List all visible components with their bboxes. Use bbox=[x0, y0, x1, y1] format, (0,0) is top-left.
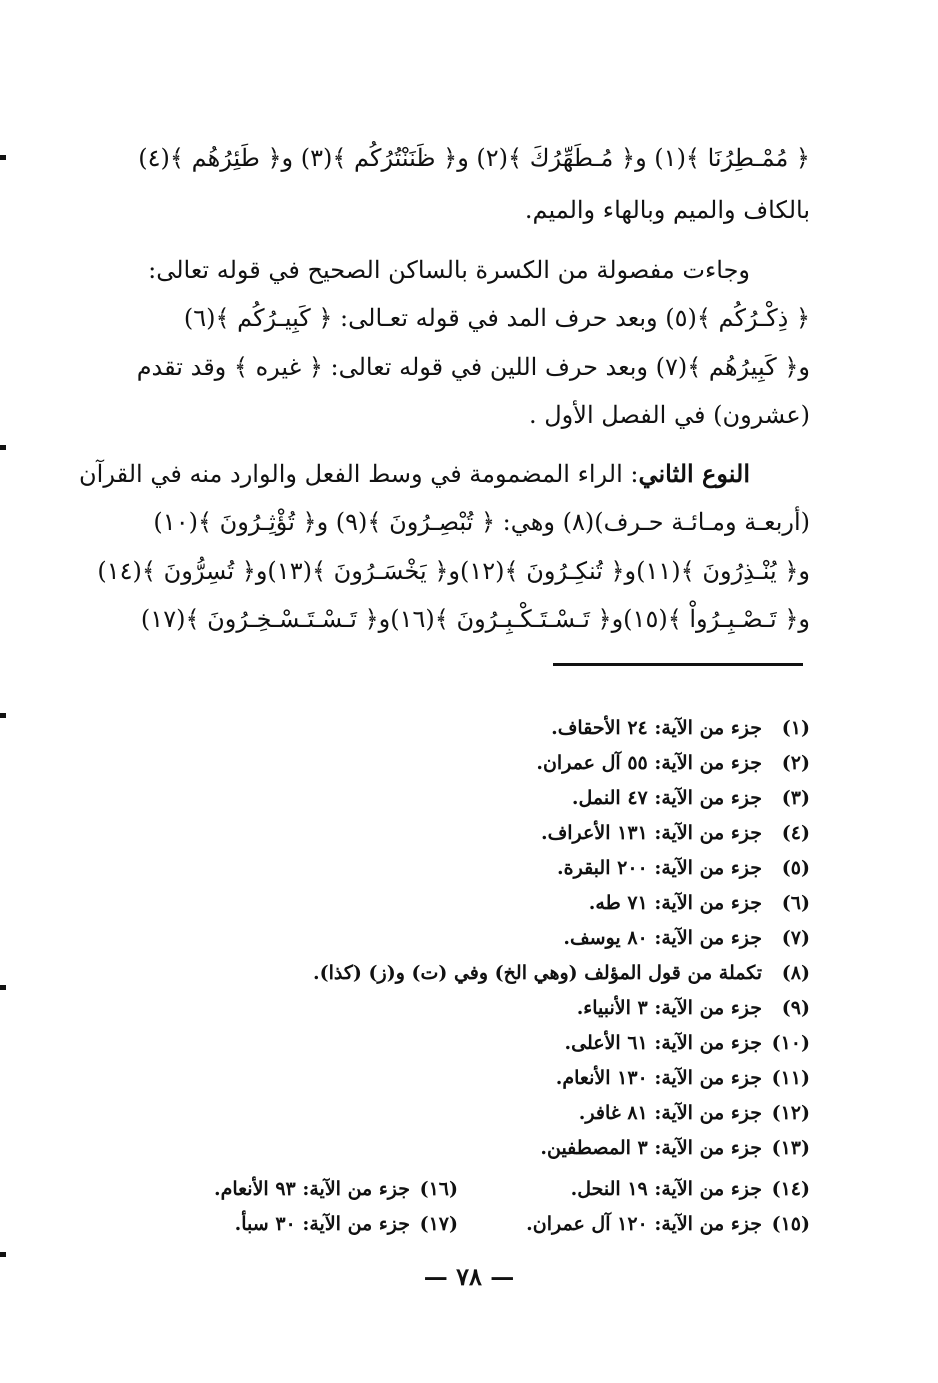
footnote-number: (١) bbox=[781, 717, 810, 739]
footnote bbox=[579, 1096, 810, 1130]
footnote-text: جزء من الآية: ٧١ طه. bbox=[588, 892, 762, 914]
footnote bbox=[551, 711, 810, 745]
footnote bbox=[536, 746, 810, 780]
footnote-number: (١٠) bbox=[771, 1032, 810, 1054]
footnote bbox=[571, 1172, 810, 1206]
footnote-text: جزء من الآية: ٣٠ سبأ. bbox=[234, 1213, 410, 1235]
body-line: و﴿ يُنْـذِرُونَ ﴾(١١)و﴿ تُنكِـرُونَ ﴾(١٢)و﴿ يَخْسَـرُونَ ﴾(١٣)و﴿ تُسِرُّونَ ﴾(١٤) bbox=[97, 557, 810, 585]
margin-mark bbox=[0, 985, 6, 990]
body-line: ﴿ مُمْـطِرُنَا ﴾(١) و﴿ مُـطَهِّرُكَ ﴾(٢) و﴿ ظَنَنْتُرُكُم ﴾(٣) و﴿ طَئِرُهُم ﴾(٤) bbox=[138, 144, 810, 172]
footnote-text: جزء من الآية: ٢٤ الأحقاف. bbox=[551, 717, 762, 739]
footnote-text: جزء من الآية: ١٣٠ الأنعام. bbox=[555, 1067, 762, 1089]
section-heading: النوع الثاني bbox=[638, 459, 750, 488]
footnote-text: جزء من الآية: ٤٧ النمل. bbox=[571, 787, 762, 809]
margin-mark bbox=[0, 445, 6, 450]
footnote-text: جزء من الآية: ١٣١ الأعراف. bbox=[540, 822, 762, 844]
footnote bbox=[557, 851, 810, 885]
footnote-number: (١٤) bbox=[771, 1178, 810, 1200]
body-line bbox=[79, 457, 750, 491]
footnote bbox=[565, 1026, 811, 1060]
footnote bbox=[526, 1207, 810, 1241]
footnote-text: تكملة من قول المؤلف (وهي الخ) وفي (ت) و(ز) (كذا). bbox=[313, 962, 762, 984]
footnote-number: (١١) bbox=[771, 1067, 810, 1089]
footnote-number: (١٧) bbox=[419, 1213, 458, 1235]
footnote bbox=[235, 1207, 458, 1241]
footnote-text: جزء من الآية: ٨١ غافر. bbox=[578, 1102, 762, 1124]
footnote-number: (٧) bbox=[781, 927, 810, 949]
footnote bbox=[313, 956, 810, 990]
footnote-text: جزء من الآية: ٥٥ آل عمران. bbox=[536, 752, 762, 774]
body-line: ﴿ ذِكْـرُكُم ﴾(٥) وبعد حرف المد في قوله تعـالى: ﴿ كَبِيـرُكُم ﴾(٦) bbox=[183, 304, 810, 332]
footnote-text: جزء من الآية: ١٢٠ آل عمران. bbox=[526, 1213, 762, 1235]
footnote-separator bbox=[553, 663, 803, 666]
footnote-number: (٢) bbox=[781, 752, 810, 774]
body-line: بالكاف والميم وبالهاء والميم. bbox=[524, 196, 810, 224]
body-line: وجاءت مفصولة من الكسرة بالساكن الصحيح في قوله تعالى: bbox=[148, 256, 750, 284]
footnote bbox=[563, 921, 810, 955]
footnote-text: جزء من الآية: ٣ المصطفين. bbox=[540, 1137, 762, 1159]
footnote-number: (٦) bbox=[781, 892, 810, 914]
footnote-text: جزء من الآية: ١٩ النحل. bbox=[570, 1178, 762, 1200]
footnote bbox=[540, 1131, 810, 1165]
footnote-text: جزء من الآية: ٢٠٠ البقرة. bbox=[557, 857, 762, 879]
margin-mark bbox=[0, 1252, 6, 1257]
footnote-number: (١٣) bbox=[771, 1137, 810, 1159]
footnote-number: (٩) bbox=[781, 997, 810, 1019]
body-line: (عشرون) في الفصل الأول . bbox=[528, 401, 810, 429]
footnote bbox=[214, 1172, 458, 1206]
footnote-number: (١٥) bbox=[771, 1213, 810, 1235]
footnote-number: (٨) bbox=[781, 962, 810, 984]
footnote bbox=[577, 991, 810, 1025]
footnote-number: (١٢) bbox=[771, 1102, 810, 1124]
body-line: و﴿ كَبِيرُهُم ﴾(٧) وبعد حرف اللين في قوله تعالى: ﴿ غيره ﴾ وقد تقدم bbox=[136, 353, 810, 381]
footnote-text: جزء من الآية: ٨٠ يوسف. bbox=[563, 927, 762, 949]
footnote-text: جزء من الآية: ٦١ الأعلى. bbox=[564, 1032, 762, 1054]
footnote-number: (٣) bbox=[781, 787, 810, 809]
page-number: — ٧٨ — bbox=[423, 1262, 515, 1291]
margin-mark bbox=[0, 155, 6, 160]
section-heading-rest: : الراء المضمومة في وسط الفعل والوارد منه في القرآن bbox=[79, 460, 639, 488]
footnote-number: (٤) bbox=[781, 822, 810, 844]
footnote-number: (٥) bbox=[781, 857, 810, 879]
footnote bbox=[572, 781, 810, 815]
footnote bbox=[556, 1061, 810, 1095]
body-line: (أربعـة ومـائـة حـرف)(٨) وهي: ﴿ تُبْصِـرُونَ ﴾(٩) و﴿ تُؤْثِـرُونَ ﴾(١٠) bbox=[153, 508, 810, 536]
footnote bbox=[589, 886, 810, 920]
footnote-text: جزء من الآية: ٩٣ الأنعام. bbox=[213, 1178, 410, 1200]
footnote-text: جزء من الآية: ٣ الأنبياء. bbox=[576, 997, 762, 1019]
footnote-number: (١٦) bbox=[419, 1178, 458, 1200]
body-line: و﴿ تَـصْـبِـرُواْ ﴾(١٥)و﴿ تَـسْـتَـكْـبِـرُونَ ﴾(١٦)و﴿ تَـسْـتَـسْـخِـرُونَ ﴾(١٧) bbox=[140, 605, 810, 633]
footnote bbox=[541, 816, 810, 850]
margin-mark bbox=[0, 713, 6, 718]
